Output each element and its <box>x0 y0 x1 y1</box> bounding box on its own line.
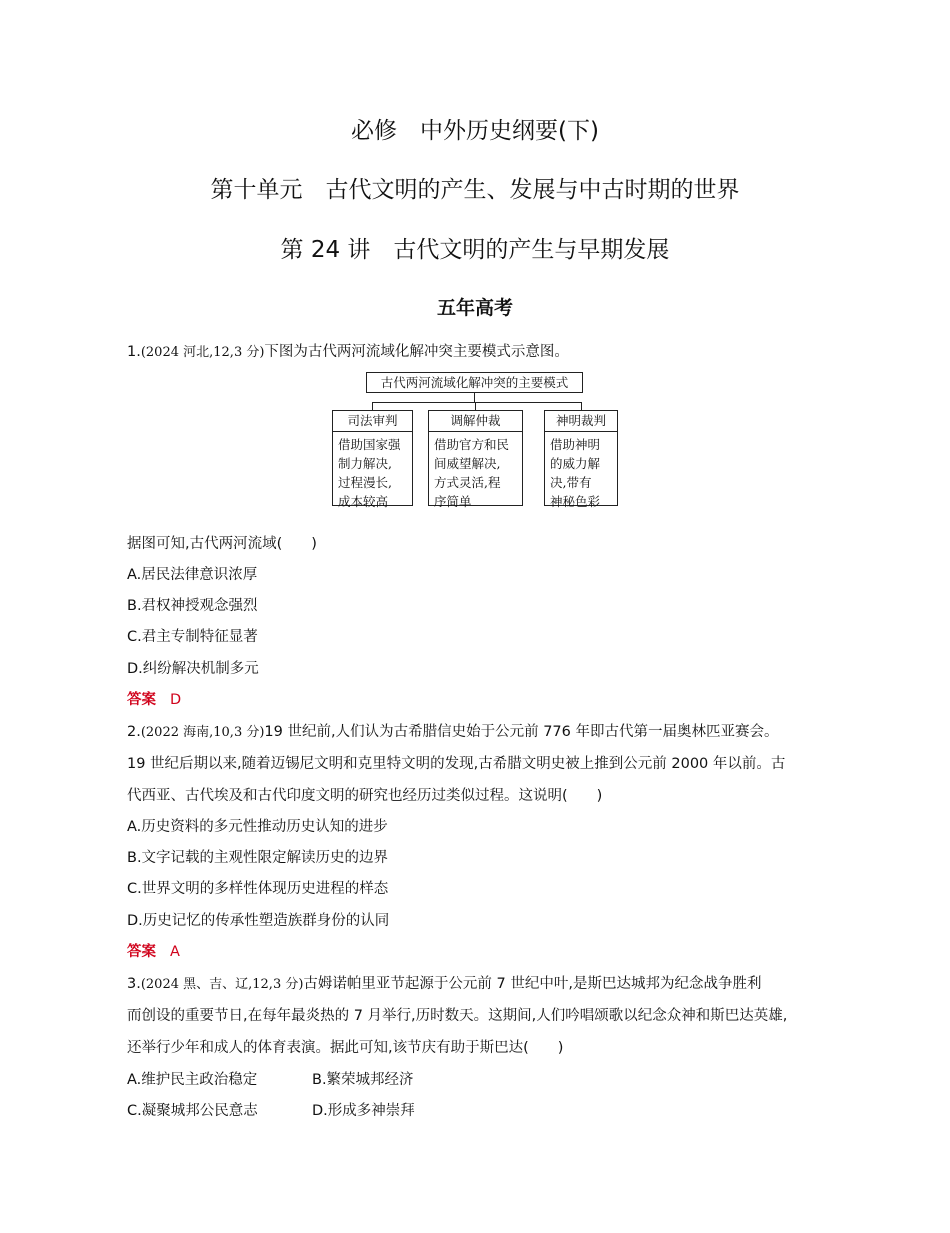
q1-option-c: C.君主专制特征显著 <box>127 629 258 645</box>
mode-body <box>333 432 412 514</box>
q3-option-c: C.凝聚城邦公民意志 <box>127 1103 258 1119</box>
mode-line: 制力解决, <box>338 456 392 471</box>
mode-line: 借助神明 <box>550 437 601 452</box>
q3-option-b: B.繁荣城邦经济 <box>312 1072 414 1088</box>
q2-option-a: A.历史资料的多元性推动历史认知的进步 <box>127 819 388 835</box>
mode-line: 决,带有 <box>550 475 592 490</box>
q1-diagram <box>330 370 620 510</box>
q1-option-d: D.纠纷解决机制多元 <box>127 661 259 677</box>
mode-line: 过程漫长, <box>338 475 392 490</box>
section-title: 五年高考 <box>436 297 513 319</box>
q2-source: (2022 海南,10,3 分) <box>140 725 265 740</box>
mode-body <box>545 432 617 514</box>
q1-option-a: A.居民法律意识浓厚 <box>127 567 258 583</box>
connector-line <box>581 402 582 410</box>
mode-line: 借助国家强 <box>338 437 401 452</box>
q2-stem-line2: 19 世纪后期以来,随着迈锡尼文明和克里特文明的发现,古希腊文明史被上推到公元前 2000 年以前。古 <box>127 756 786 772</box>
q3-text: 古姆诺帕里亚节起源于公元前 7 世纪中叶,是斯巴达城邦为纪念战争胜利 <box>303 976 762 992</box>
unit-title: 第十单元 古代文明的产生、发展与中古时期的世界 <box>210 177 740 203</box>
q3-option-a: A.维护民主政治稳定 <box>127 1072 258 1088</box>
mode-line: 神秘色彩 <box>550 494 601 509</box>
diagram-title-box: 古代两河流域化解冲突的主要模式 <box>366 372 583 393</box>
q2-stem-line3: 代西亚、古代埃及和古代印度文明的研究也经历过类似过程。这说明( ) <box>127 788 603 804</box>
connector-line <box>474 393 475 402</box>
q3-stem-line3: 还举行少年和成人的体育表演。据此可知,该节庆有助于斯巴达( ) <box>127 1040 564 1056</box>
q1-option-b: B.君权神授观念强烈 <box>127 598 258 614</box>
mode-line: 序简单 <box>434 494 472 509</box>
mode-line: 成本较高 <box>338 494 389 509</box>
q1-number: 1. <box>127 344 141 360</box>
mode-box-judicial <box>332 410 413 509</box>
mode-head: 调解仲裁 <box>429 411 522 432</box>
q1-stem-text: 下图为古代两河流域化解冲突主要模式示意图。 <box>264 344 569 360</box>
mode-body <box>429 432 522 514</box>
q1-answer <box>127 690 181 710</box>
q2-number: 2. <box>127 724 141 740</box>
q2-stem-line1 <box>127 722 778 743</box>
q2-option-d: D.历史记忆的传承性塑造族群身份的认同 <box>127 913 390 929</box>
mode-line: 间威望解决, <box>434 456 501 471</box>
q1-source: (2024 河北,12,3 分) <box>140 345 265 360</box>
q3-stem-line2: 而创设的重要节日,在每年最炎热的 7 月举行,历时数天。这期间,人们吟唱颂歌以纪念众神和斯巴达英雄, <box>127 1008 788 1024</box>
q3-option-d: D.形成多神崇拜 <box>312 1103 415 1119</box>
mode-box-divine <box>544 410 618 509</box>
mode-line: 借助官方和民 <box>434 437 510 452</box>
q3-source: (2024 黑、吉、辽,12,3 分) <box>140 977 304 992</box>
q3-number: 3. <box>127 976 141 992</box>
connector-line <box>372 402 373 410</box>
answer-label: 答案 <box>127 692 156 708</box>
mode-line: 方式灵活,程 <box>434 475 501 490</box>
connector-line <box>372 402 582 403</box>
answer-label: 答案 <box>127 944 156 960</box>
q2-option-b: B.文字记载的主观性限定解读历史的边界 <box>127 850 389 866</box>
q1-stem <box>127 342 569 363</box>
q1-prompt: 据图可知,古代两河流域( ) <box>127 536 317 552</box>
lecture-title: 第 24 讲 古代文明的产生与早期发展 <box>280 237 670 263</box>
connector-line <box>475 402 476 410</box>
course-title: 必修 中外历史纲要(下) <box>351 118 599 144</box>
mode-box-mediation <box>428 410 523 509</box>
mode-line: 的威力解 <box>550 456 601 471</box>
q2-option-c: C.世界文明的多样性体现历史进程的样态 <box>127 881 389 897</box>
q3-stem-line1 <box>127 974 761 995</box>
q2-answer <box>127 942 180 962</box>
mode-head: 神明裁判 <box>545 411 617 432</box>
answer-value: A <box>170 944 180 960</box>
mode-head: 司法审判 <box>333 411 412 432</box>
q2-text: 19 世纪前,人们认为古希腊信史始于公元前 776 年即古代第一届奥林匹亚赛会。 <box>264 724 779 740</box>
answer-value: D <box>170 692 182 708</box>
